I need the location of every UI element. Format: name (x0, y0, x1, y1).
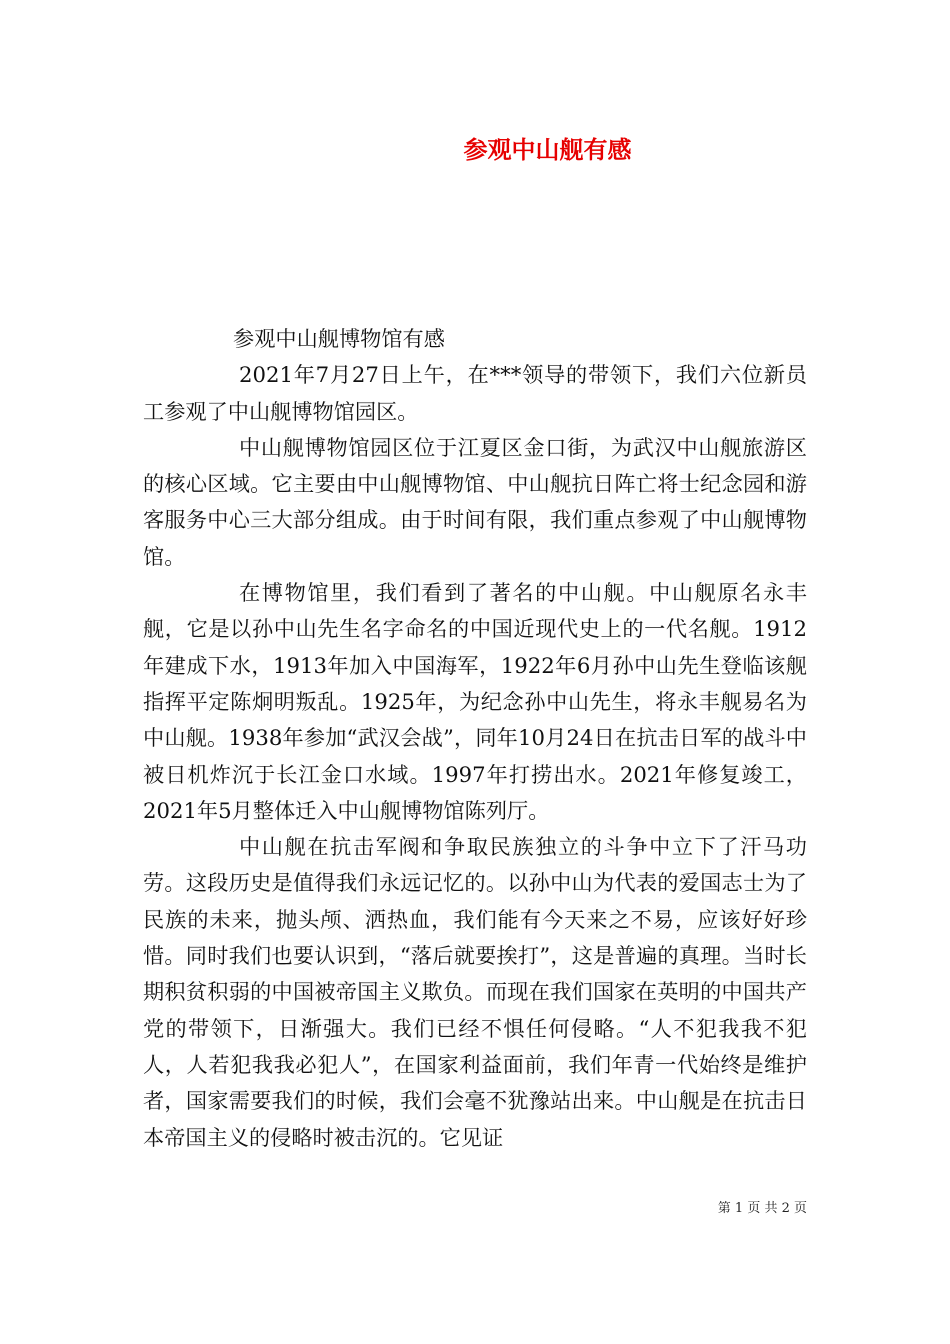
paragraph-visit-date: 2021年7月27日上午，在***领导的带领下，我们六位新员工参观了中山舰博物馆园区。 (143, 362, 807, 424)
page-number-footer: 第 1 页 共 2 页 (717, 1201, 807, 1216)
paragraph-reflection: 中山舰在抗击军阀和争取民族独立的斗争中立下了汗马功劳。这段历史是值得我们永远记忆的。以孙中山为代表的爱国志士为了民族的未来，抛头颅、洒热血，我们能有今天来之不易，应该好好珍惜。同时我们也要认识到，“落后就要挨打”，这是普遍的真理。当时长期积贫积弱的中国被帝国主义欺负。而现在我们国家在英明的中国共产党的带领下，日渐强大。我们已经不惧任何侵略。“人不犯我我不犯人，人若犯我我必犯人”，在国家利益面前，我们年青一代始终是维护者，国家需要我们的时候，我们会毫不犹豫站出来。中山舰是在抗击日本帝国主义的侵略时被击沉的。它见证 (143, 834, 807, 1150)
paragraph-ship-history: 在博物馆里，我们看到了著名的中山舰。中山舰原名永丰舰，它是以孙中山先生名字命名的中国近现代史上的一代名舰。1912年建成下水，1913年加入中国海军，1922年6月孙中山先生登临该舰指挥平定陈炯明叛乱。1925年，为纪念孙中山先生，将永丰舰易名为中山舰。1938年参加“武汉会战”，同年10月24日在抗击日军的战斗中被日机炸沉于长江金口水域。1997年打捞出水。2021年修复竣工，2021年5月整体迁入中山舰博物馆陈列厅。 (143, 580, 807, 823)
paragraph-museum-location: 中山舰博物馆园区位于江夏区金口街，为武汉中山舰旅游区的核心区域。它主要由中山舰博物馆、中山舰抗日阵亡将士纪念园和游客服务中心三大部分组成。由于时间有限，我们重点参观了中山舰博物馆。 (143, 434, 807, 569)
document-body (143, 321, 807, 1156)
document-subtitle: 参观中山舰博物馆有感 (233, 326, 445, 351)
document-title: 参观中山舰有感 (463, 136, 632, 164)
